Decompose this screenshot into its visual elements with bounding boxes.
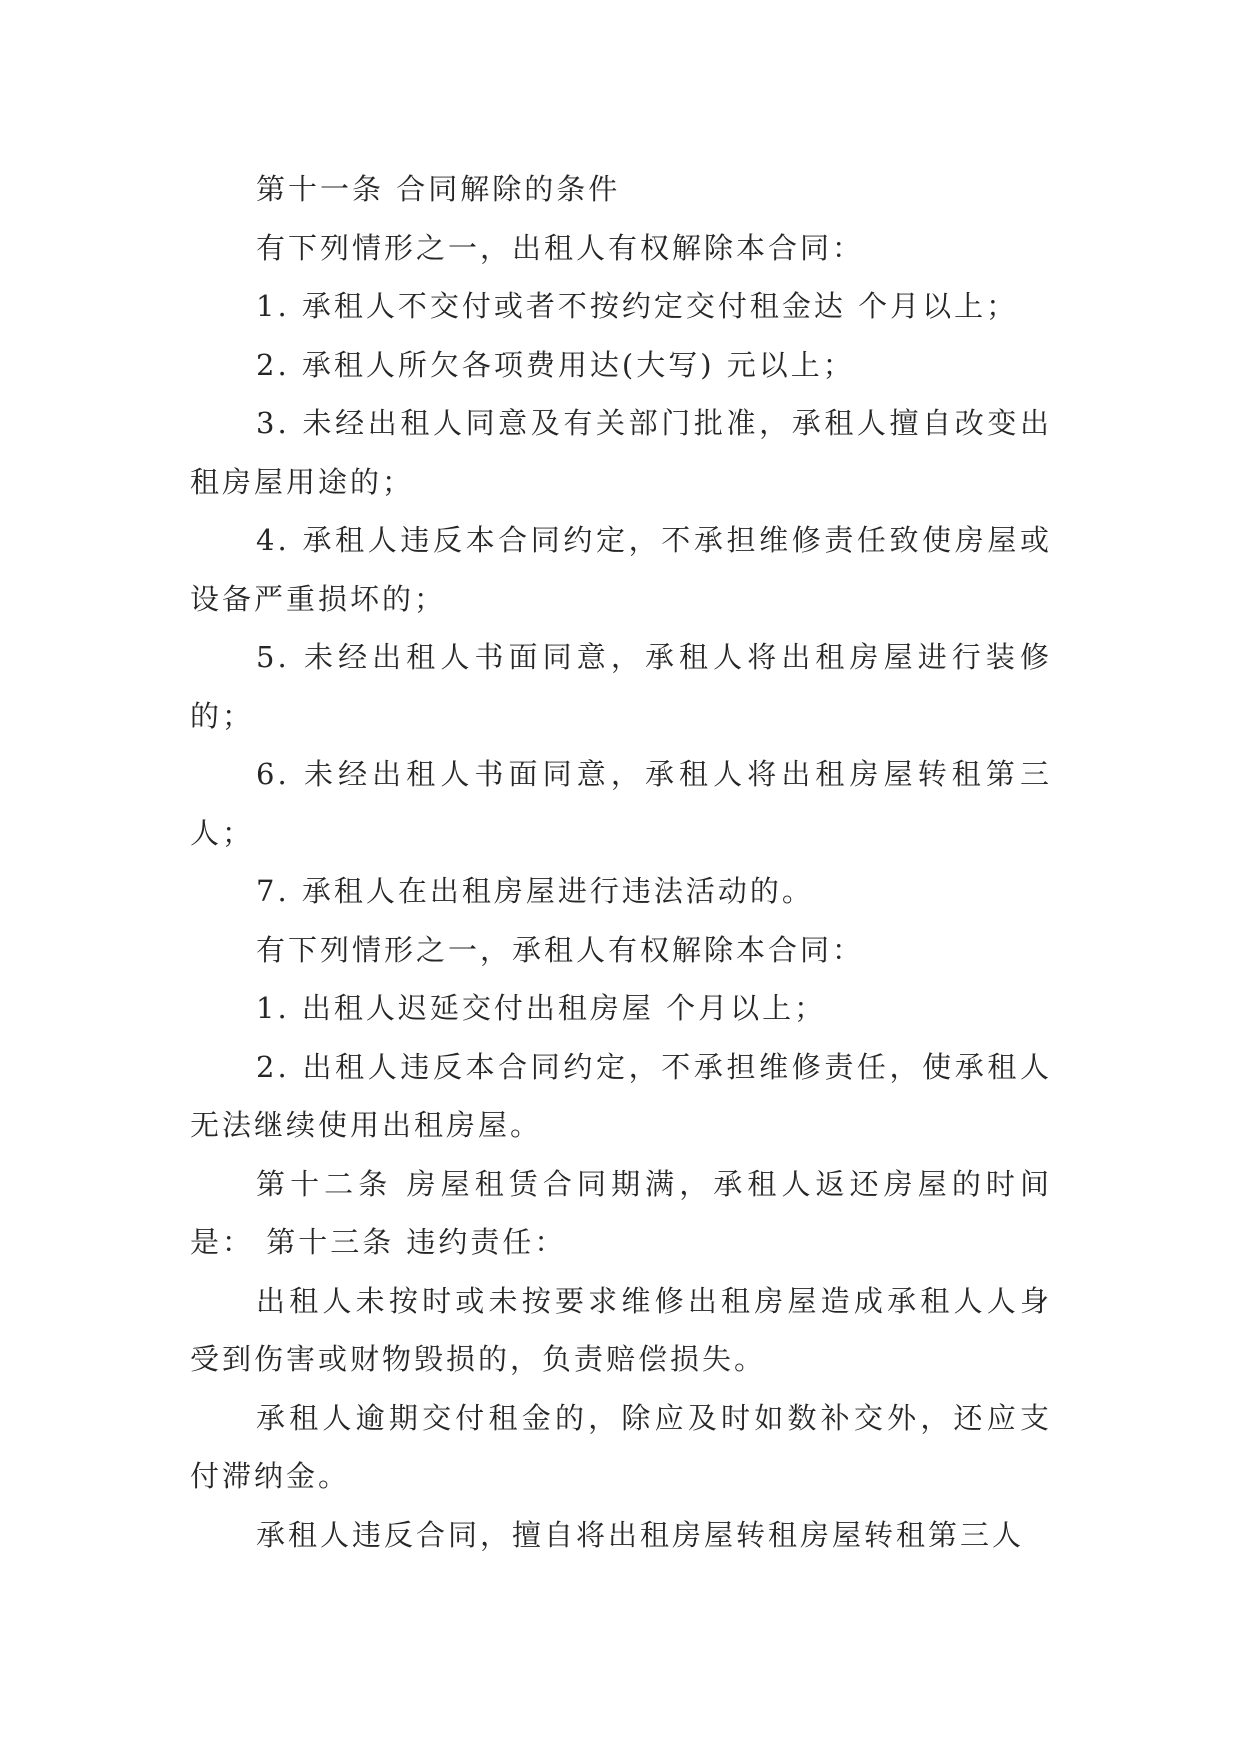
landlord-clause-2: 2. 承租人所欠各项费用达(大写) 元以上； bbox=[256, 347, 855, 382]
landlord-termination-intro: 有下列情形之一，出租人有权解除本合同： bbox=[256, 230, 865, 265]
article-11-heading: 第十一条 合同解除的条件 bbox=[256, 172, 621, 206]
landlord-clause-4: 4. 承租人违反本合同约定，不承担维修责任致使房屋或设备严重损坏的； bbox=[190, 523, 1052, 616]
tenant-clause-1: 1. 出租人迟延交付出租房屋 个月以上； bbox=[256, 991, 827, 1025]
landlord-clause-1: 1. 承租人不交付或者不按约定交付租金达 个月以上； bbox=[256, 289, 1019, 323]
liability-paragraph-2: 承租人逾期交付租金的，除应及时如数补交外，还应支付滞纳金。 bbox=[190, 1400, 1052, 1493]
landlord-clause-3: 3. 未经出租人同意及有关部门批准，承租人擅自改变出租房屋用途的； bbox=[190, 406, 1052, 499]
landlord-clause-5: 5. 未经出租人书面同意，承租人将出租房屋进行装修的； bbox=[190, 640, 1052, 733]
tenant-termination-intro: 有下列情形之一，承租人有权解除本合同： bbox=[256, 932, 865, 967]
landlord-clause-7: 7. 承租人在出租房屋进行违法活动的。 bbox=[256, 874, 814, 908]
document-body bbox=[190, 160, 1052, 1564]
tenant-clause-2: 2. 出租人违反本合同约定，不承担维修责任，使承租人无法继续使用出租房屋。 bbox=[190, 1049, 1052, 1142]
liability-paragraph-1: 出租人未按时或未按要求维修出租房屋造成承租人人身受到伤害或财物毁损的，负责赔偿损失。 bbox=[190, 1283, 1052, 1376]
article-12-13-heading: 第十二条 房屋租赁合同期满，承租人返还房屋的时间是： 第十三条 违约责任： bbox=[190, 1166, 1052, 1259]
landlord-clause-6: 6. 未经出租人书面同意，承租人将出租房屋转租第三人； bbox=[190, 757, 1052, 850]
liability-paragraph-3: 承租人违反合同，擅自将出租房屋转租房屋转租第三人 bbox=[256, 1517, 1025, 1552]
